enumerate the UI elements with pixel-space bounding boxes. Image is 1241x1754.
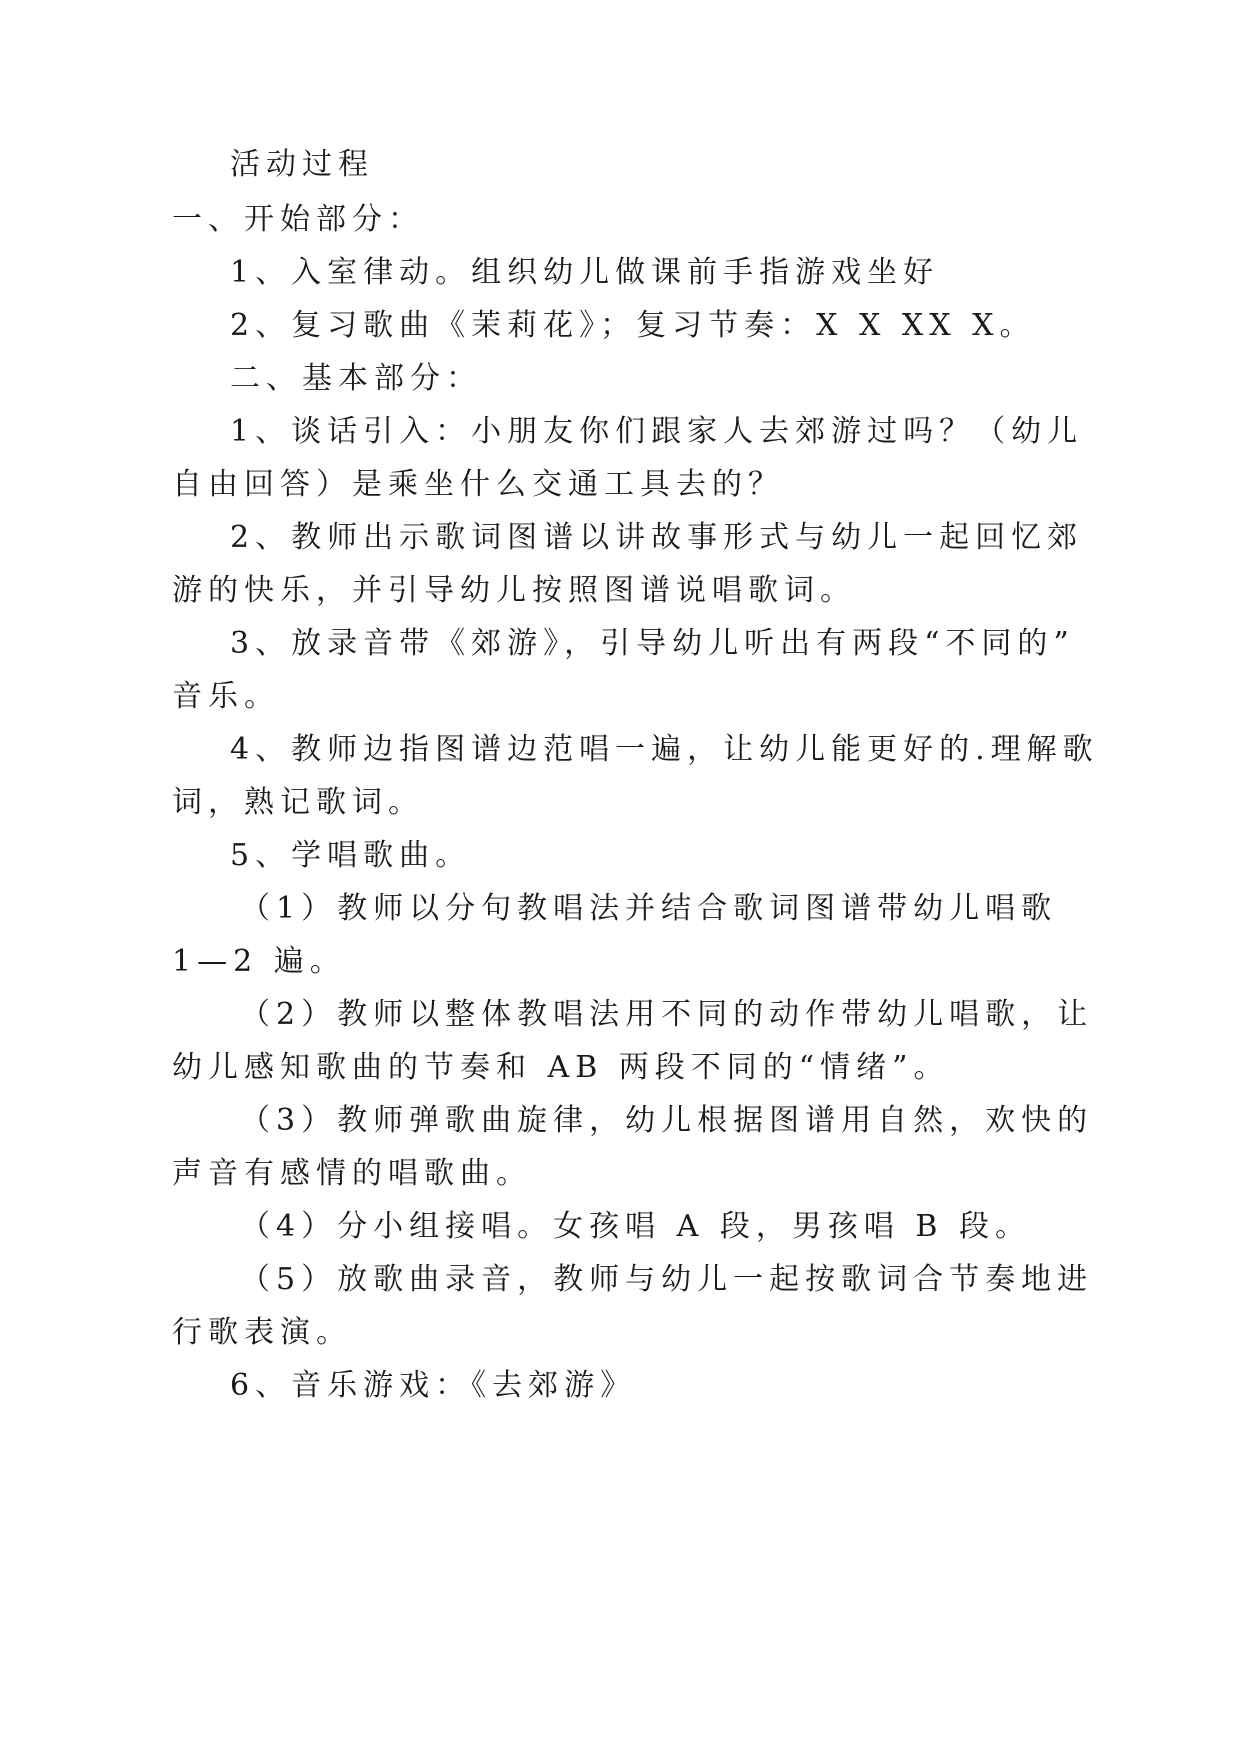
text-line: 2、教师出示歌词图谱以讲故事形式与幼儿一起回忆郊 (230, 520, 1084, 555)
text-line: （1）教师以分句教唱法并结合歌词图谱带幼儿唱歌 (240, 891, 1058, 926)
text-line: 一、开始部分： (172, 202, 424, 237)
text-line: 2、复习歌曲《茉莉花》；复习节奏：X X XX X。 (230, 308, 1036, 343)
text-line: 4、教师边指图谱边范唱一遍，让幼儿能更好的.理解歌 (230, 732, 1099, 767)
text-line: 6、音乐游戏：《去郊游》 (230, 1368, 637, 1403)
text-line: （4）分小组接唱。女孩唱 A 段，男孩唱 B 段。 (240, 1209, 1031, 1244)
text-line: 幼儿感知歌曲的节奏和 AB 两段不同的“情绪”。 (172, 1050, 950, 1085)
text-line: （3）教师弹歌曲旋律，幼儿根据图谱用自然，欢快的 (240, 1103, 1094, 1138)
text-line: 词，熟记歌词。 (172, 785, 424, 820)
text-line: 行歌表演。 (172, 1315, 352, 1350)
text-line: 5、学唱歌曲。 (230, 838, 472, 873)
text-line: 1、入室律动。组织幼儿做课前手指游戏坐好 (230, 255, 940, 290)
text-line: （5）放歌曲录音，教师与幼儿一起按歌词合节奏地进 (240, 1262, 1094, 1297)
text-line: （2）教师以整体教唱法用不同的动作带幼儿唱歌，让 (240, 997, 1094, 1032)
text-line: 3、放录音带《郊游》，引导幼儿听出有两段“不同的” (230, 626, 1075, 661)
text-line: 1—2 遍。 (172, 944, 346, 979)
text-line: 游的快乐，并引导幼儿按照图谱说唱歌词。 (172, 573, 856, 608)
text-line: 音乐。 (172, 679, 280, 714)
text-line: 自由回答）是乘坐什么交通工具去的？ (172, 467, 784, 502)
text-line: 声音有感情的唱歌曲。 (172, 1156, 532, 1191)
text-line: 二、基本部分： (230, 361, 482, 396)
text-line: 1、谈话引入：小朋友你们跟家人去郊游过吗？（幼儿 (230, 414, 1084, 449)
text-line: 活动过程 (230, 147, 374, 182)
